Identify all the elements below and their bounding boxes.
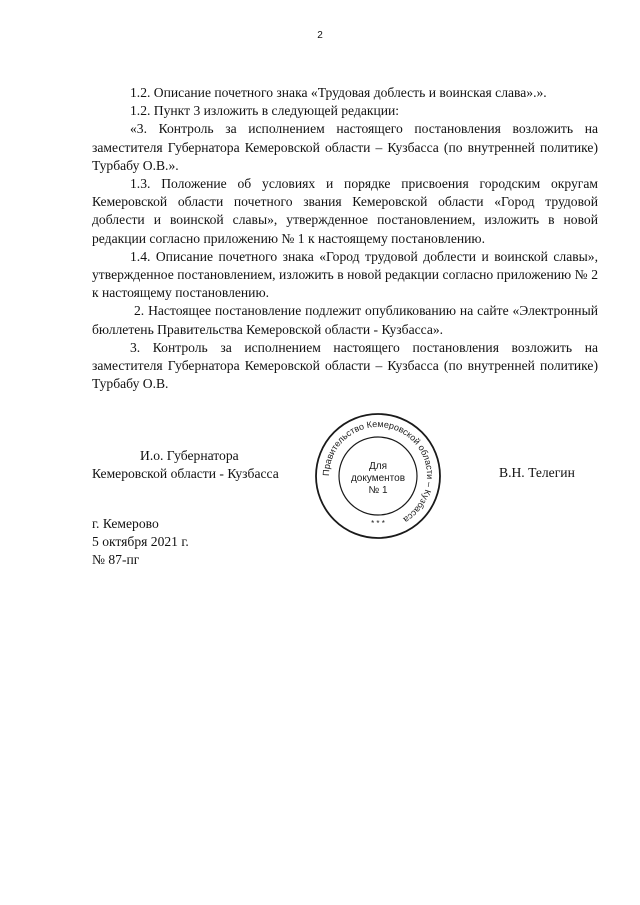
stamp-ring-text: Правительство Кемеровской области – Кузбасса: [320, 418, 436, 526]
stamp-center-line3: № 1: [368, 485, 388, 496]
paragraph-2: 2. Настоящее постановление подлежит опубликованию на сайте «Электронный бюллетень Правительства Кемеровской области - Кузбасса».: [92, 303, 598, 337]
footer-city: г. Кемерово: [92, 516, 159, 531]
footer-number: № 87-пг: [92, 552, 140, 567]
signatory-title-line1: И.о. Губернатора: [140, 448, 239, 463]
stamp-center-line2: документов: [350, 473, 406, 484]
paragraph-1-3: 1.3. Положение об условиях и порядке присвоения городским округам Кемеровской области почетного звания Кемеровской области «Город трудовой доблести и воинской славы», утвержденное постановлением, изложить в новой редакции согласно приложению № 1 к настоящему постановлению.: [92, 176, 598, 246]
paragraph-clause-3-text: «3. Контроль за исполнением настоящего постановления возложить на заместителя Губернатора Кемеровской области – Кузбасса (по внутренней политике) Турбабу О.В.».: [92, 121, 598, 173]
document-body: [92, 84, 598, 393]
paragraph-1-2-clause: 1.2. Пункт 3 изложить в следующей редакции:: [130, 103, 400, 119]
footer-date: 5 октября 2021 г.: [92, 534, 189, 549]
paragraph-3: 3. Контроль за исполнением настоящего постановления возложить на заместителя Губернатора Кемеровской области – Кузбасса (по внутренней политике) Турбабу О.В.: [92, 339, 598, 392]
signatory-title-line2: Кемеровской области - Кузбасса: [92, 466, 279, 481]
signatory-name: В.Н. Телегин: [499, 465, 575, 480]
stamp-center-line1: Для: [368, 461, 388, 472]
paragraph-1-4: 1.4. Описание почетного знака «Город трудовой доблести и воинской славы», утвержденное постановлением, изложить в новой редакции согласно приложению № 2 к настоящему постановлению.: [92, 248, 598, 301]
official-stamp: [313, 411, 443, 541]
document-footer: [92, 515, 189, 569]
page-number: 2: [317, 30, 323, 41]
stamp-stars: * * *: [371, 519, 385, 528]
paragraph-1-2-description: 1.2. Описание почетного знака «Трудовая доблесть и воинская слава».».: [130, 85, 547, 100]
signatory-title: [92, 447, 279, 483]
